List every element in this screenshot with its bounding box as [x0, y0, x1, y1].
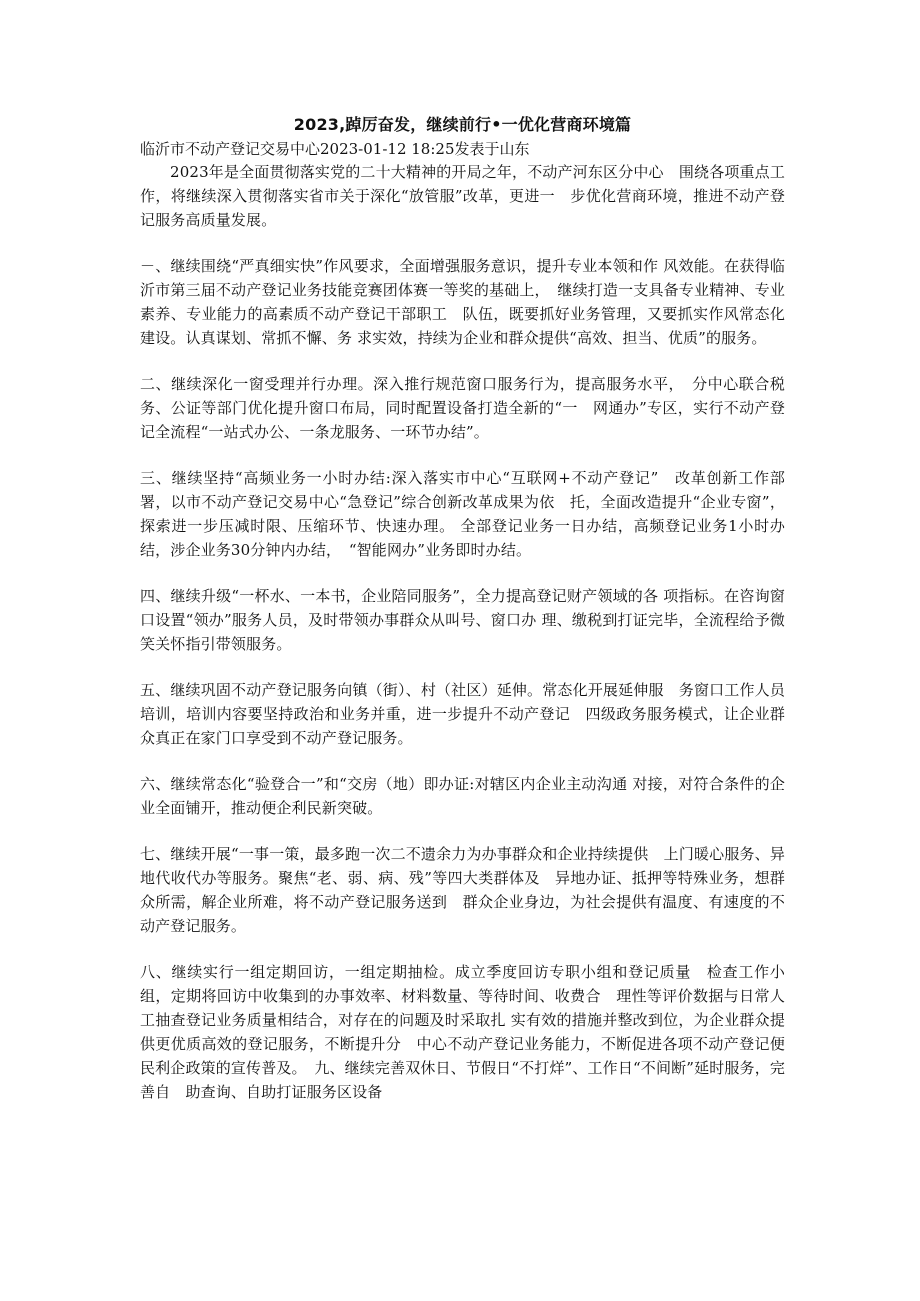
paragraph-6: 六、继续常态化“验登合一”和“交房（地）即办证:对辖区内企业主动沟通 对接，对符合条件的企业全面铺开，推动便企利民新突破。 [140, 775, 785, 817]
paragraph-5: 五、继续巩固不动产登记服务向镇（街）、村（社区）延伸。常态化开展延伸服 务窗口工作人员培训，培训内容要坚持政治和业务并重，进一步提升不动产登记 四级政务服务模式，让企业群众真正在家门口享受到不动产登记服务。 [140, 681, 785, 747]
paragraph-2: 二、继续深化一窗受理并行办理。深入推行规范窗口服务行为，提高服务水平， 分中心联合税务、公证等部门优化提升窗口布局，同时配置设备打造全新的“一 网通办”专区，实行不动产登记全流程“一站式办公、一条龙服务、一环节办结”。 [140, 375, 785, 441]
paragraph-1: －、继续围绕“严真细实快”作风要求，全面增强服务意识，提升专业本领和作 风效能。在获得临沂市第三届不动产登记业务技能竞赛团体赛一等奖的基础上， 继续打造一支具备专业精神、专业素养、专业能力的高素质不动产登记干部职工 队伍，既要抓好业务管理，又要抓实作风常态化建设。认真谋划、常抓不懈、务 求实效，持续为企业和群众提供“高效、担当、优质”的服务。 [140, 257, 785, 347]
document-title: 2023,踔厉奋发，继续前行•一优化营商环境篇 [293, 115, 632, 134]
paragraph-3: 三、继续坚持“高频业务一小时办结:深入落实市中心“互联网+不动产登记” 改革创新工作部署，以市不动产登记交易中心“急登记”综合创新改革成果为依 托，全面改造提升“企业专窗”，探索进一步压减时限、压缩环节、快速办理。 全部登记业务一日办结，高频登记业务1小时办结，涉企业务30分钟内办结， “智能网办”业务即时办结。 [140, 469, 785, 559]
document-page [140, 112, 785, 1104]
paragraph-8: 八、继续实行一组定期回访，一组定期抽检。成立季度回访专职小组和登记质量 检查工作小组，定期将回访中收集到的办事效率、材料数量、等待时间、收费合 理性等评价数据与日常人工抽查登记业务质量相结合，对存在的问题及时采取扎 实有效的措施并整改到位，为企业群众提供更优质高效的登记服务，不断提升分 中心不动产登记业务能力，不断促进各项不动产登记便民利企政策的宣传普及。 九、继续完善双休日、节假日“不打烊”、工作日“不间断”延时服务，完善自 助查询、自助打证服务区设备 [140, 963, 785, 1101]
intro-paragraph: 2023年是全面贯彻落实党的二十大精神的开局之年，不动产河东区分中心 围绕各项重点工作，将继续深入贯彻落实省市关于深化“放管服”改革，更进一 步优化营商环境，推进不动产登记服务高质量发展。 [140, 163, 785, 229]
paragraph-7: 七、继续开展“一事一策，最多跑一次二不遗余力为办事群众和企业持续提供 上门暖心服务、异地代收代办等服务。聚焦“老、弱、病、残”等四大类群体及 异地办证、抵押等特殊业务，想群众所需，解企业所难，将不动产登记服务送到 群众企业身边，为社会提供有温度、有速度的不动产登记服务。 [140, 845, 785, 935]
document-meta: 临沂市不动产登记交易中心2023-01-12 18:25发表于山东 [140, 140, 530, 158]
paragraph-4: 四、继续升级“一杯水、一本书，企业陪同服务”，全力提高登记财产领域的各 项指标。在咨询窗口设置“领办”服务人员，及时带领办事群众从叫号、窗口办 理、缴税到打证完毕，全流程给予微笑关怀指引带领服务。 [140, 587, 785, 653]
